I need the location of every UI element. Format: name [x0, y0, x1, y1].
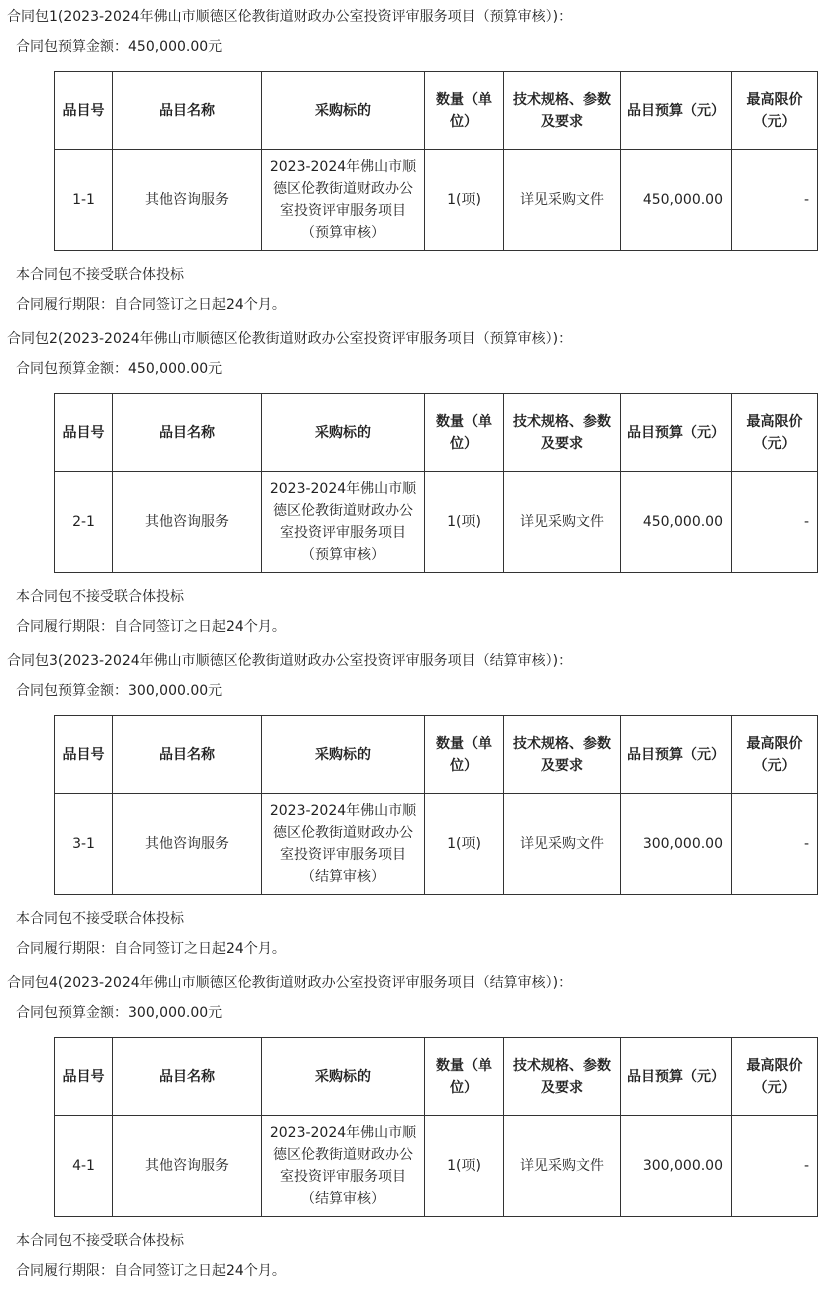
header-item-no: 品目号 — [55, 716, 113, 794]
cell-quantity: 1(项) — [425, 794, 504, 895]
package-budget: 合同包预算金额：300,000.00元 — [16, 683, 223, 699]
cell-quantity: 1(项) — [425, 150, 504, 251]
header-spec: 技术规格、参数及要求 — [504, 1038, 621, 1116]
header-cap: 最高限价（元） — [732, 72, 818, 150]
cell-spec: 详见采购文件 — [504, 1116, 621, 1217]
header-quantity: 数量（单位） — [425, 72, 504, 150]
cell-item-no: 1-1 — [55, 150, 113, 251]
package-title: 合同包2(2023-2024年佛山市顺德区伦教街道财政办公室投资评审服务项目（预算审核）)： — [7, 331, 573, 347]
joint-bid-note: 本合同包不接受联合体投标 — [16, 1233, 184, 1249]
table-row — [55, 1116, 818, 1217]
table-header-row — [55, 394, 818, 472]
cell-spec: 详见采购文件 — [504, 150, 621, 251]
header-item-no: 品目号 — [55, 1038, 113, 1116]
header-item-name: 品目名称 — [113, 1038, 262, 1116]
table-row — [55, 794, 818, 895]
cell-budget: 300,000.00 — [621, 794, 732, 895]
contract-package-2 — [0, 322, 826, 644]
cell-cap: - — [732, 150, 818, 251]
items-table — [54, 715, 818, 895]
package-budget: 合同包预算金额：450,000.00元 — [16, 39, 223, 55]
header-spec: 技术规格、参数及要求 — [504, 716, 621, 794]
performance-period: 合同履行期限：自合同签订之日起24个月。 — [16, 297, 286, 313]
contract-package-3 — [0, 644, 826, 966]
header-item-name: 品目名称 — [113, 394, 262, 472]
cell-item-no: 3-1 — [55, 794, 113, 895]
cell-cap: - — [732, 1116, 818, 1217]
cell-quantity: 1(项) — [425, 1116, 504, 1217]
header-budget: 品目预算（元） — [621, 394, 732, 472]
cell-item-name: 其他咨询服务 — [113, 1116, 262, 1217]
contract-package-4 — [0, 966, 826, 1288]
header-budget: 品目预算（元） — [621, 72, 732, 150]
cell-budget: 450,000.00 — [621, 472, 732, 573]
items-table — [54, 393, 818, 573]
joint-bid-note: 本合同包不接受联合体投标 — [16, 267, 184, 283]
cell-subject: 2023-2024年佛山市顺德区伦教街道财政办公室投资评审服务项目（预算审核） — [262, 472, 425, 573]
header-spec: 技术规格、参数及要求 — [504, 72, 621, 150]
contract-package-1 — [0, 0, 826, 322]
cell-item-name: 其他咨询服务 — [113, 150, 262, 251]
joint-bid-note: 本合同包不接受联合体投标 — [16, 589, 184, 605]
header-cap: 最高限价（元） — [732, 716, 818, 794]
performance-period: 合同履行期限：自合同签订之日起24个月。 — [16, 941, 286, 957]
header-cap: 最高限价（元） — [732, 394, 818, 472]
items-table — [54, 1037, 818, 1217]
cell-item-no: 2-1 — [55, 472, 113, 573]
cell-item-name: 其他咨询服务 — [113, 472, 262, 573]
header-quantity: 数量（单位） — [425, 1038, 504, 1116]
table-header-row — [55, 716, 818, 794]
performance-period: 合同履行期限：自合同签订之日起24个月。 — [16, 1263, 286, 1279]
joint-bid-note: 本合同包不接受联合体投标 — [16, 911, 184, 927]
cell-cap: - — [732, 472, 818, 573]
header-item-no: 品目号 — [55, 72, 113, 150]
performance-period: 合同履行期限：自合同签订之日起24个月。 — [16, 619, 286, 635]
cell-item-name: 其他咨询服务 — [113, 794, 262, 895]
header-spec: 技术规格、参数及要求 — [504, 394, 621, 472]
header-item-no: 品目号 — [55, 394, 113, 472]
cell-subject: 2023-2024年佛山市顺德区伦教街道财政办公室投资评审服务项目（结算审核） — [262, 794, 425, 895]
package-title: 合同包3(2023-2024年佛山市顺德区伦教街道财政办公室投资评审服务项目（结算审核）)： — [7, 653, 573, 669]
cell-budget: 300,000.00 — [621, 1116, 732, 1217]
table-row — [55, 150, 818, 251]
items-table — [54, 71, 818, 251]
header-quantity: 数量（单位） — [425, 394, 504, 472]
header-subject: 采购标的 — [262, 716, 425, 794]
package-title: 合同包4(2023-2024年佛山市顺德区伦教街道财政办公室投资评审服务项目（结算审核）)： — [7, 975, 573, 991]
cell-subject: 2023-2024年佛山市顺德区伦教街道财政办公室投资评审服务项目（预算审核） — [262, 150, 425, 251]
package-budget: 合同包预算金额：450,000.00元 — [16, 361, 223, 377]
cell-cap: - — [732, 794, 818, 895]
cell-quantity: 1(项) — [425, 472, 504, 573]
cell-budget: 450,000.00 — [621, 150, 732, 251]
header-cap: 最高限价（元） — [732, 1038, 818, 1116]
header-budget: 品目预算（元） — [621, 1038, 732, 1116]
package-budget: 合同包预算金额：300,000.00元 — [16, 1005, 223, 1021]
table-header-row — [55, 1038, 818, 1116]
cell-subject: 2023-2024年佛山市顺德区伦教街道财政办公室投资评审服务项目（结算审核） — [262, 1116, 425, 1217]
header-item-name: 品目名称 — [113, 72, 262, 150]
cell-spec: 详见采购文件 — [504, 794, 621, 895]
table-header-row — [55, 72, 818, 150]
header-quantity: 数量（单位） — [425, 716, 504, 794]
cell-item-no: 4-1 — [55, 1116, 113, 1217]
header-subject: 采购标的 — [262, 1038, 425, 1116]
cell-spec: 详见采购文件 — [504, 472, 621, 573]
package-title: 合同包1(2023-2024年佛山市顺德区伦教街道财政办公室投资评审服务项目（预算审核）)： — [7, 9, 573, 25]
header-subject: 采购标的 — [262, 72, 425, 150]
header-item-name: 品目名称 — [113, 716, 262, 794]
table-row — [55, 472, 818, 573]
header-subject: 采购标的 — [262, 394, 425, 472]
header-budget: 品目预算（元） — [621, 716, 732, 794]
